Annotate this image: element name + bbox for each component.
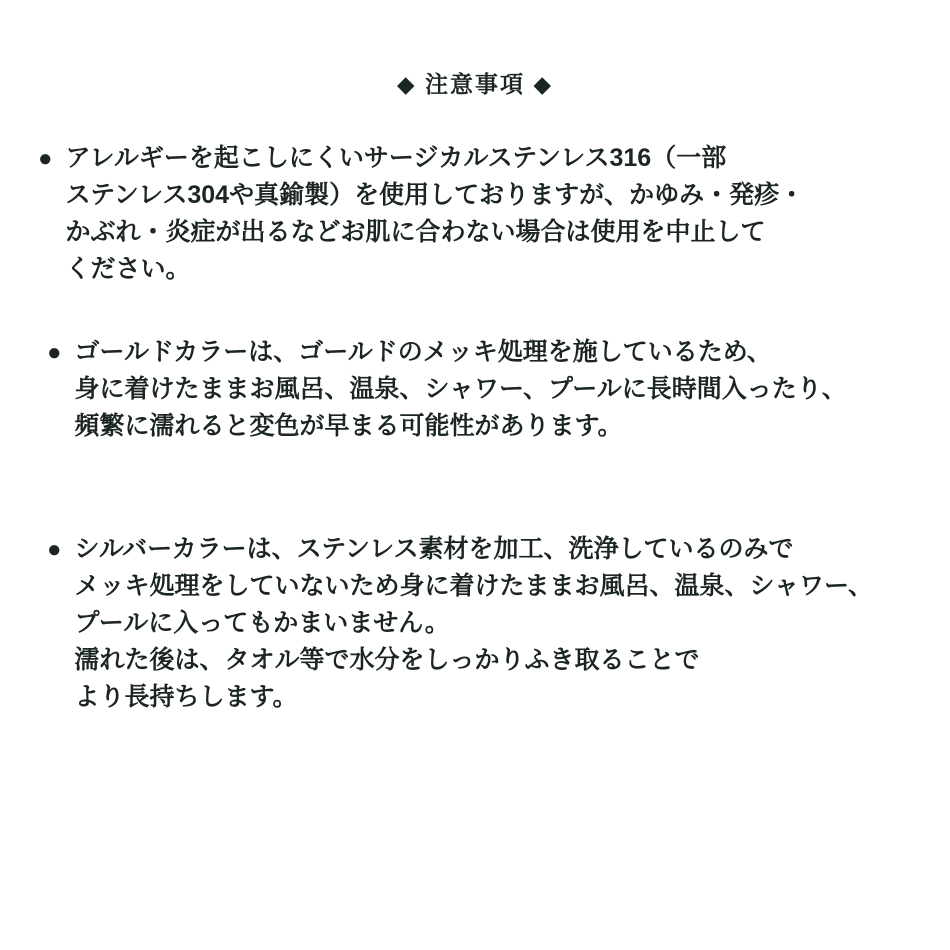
- notice-line: 頻繁に濡れると変色が早まる可能性があります。: [74, 412, 623, 440]
- notice-silver-color-text: [75, 531, 874, 716]
- notice-line: メッキ処理をしていないため身に着けたままお風呂、温泉、シャワー、: [74, 572, 874, 600]
- notice-gold-color-text: [75, 334, 847, 445]
- notice-line: ステンレス304や真鍮製）を使用しておりますが、かゆみ・発疹・: [65, 181, 805, 209]
- notice-allergy: [38, 140, 804, 288]
- notice-line: シルバーカラーは、ステンレス素材を加工、洗浄しているのみで: [74, 535, 794, 563]
- bullet-icon: ●: [47, 536, 62, 563]
- notice-line: プールに入ってもかまいません。: [74, 609, 450, 637]
- page-title: ◆ 注意事項 ◆: [396, 71, 554, 97]
- notice-silver-color: [47, 531, 873, 716]
- notice-line: ください。: [65, 255, 191, 283]
- notice-line: 濡れた後は、タオル等で水分をしっかりふき取ることで: [74, 646, 700, 674]
- notice-line: かぶれ・炎症が出るなどお肌に合わない場合は使用を中止して: [65, 218, 766, 246]
- notice-line: ゴールドカラーは、ゴールドのメッキ処理を施しているため、: [74, 338, 772, 366]
- notice-gold-color: [47, 334, 847, 445]
- notice-line: より長持ちします。: [74, 683, 298, 711]
- notice-line: 身に着けたままお風呂、温泉、シャワー、プールに長時間入ったり、: [74, 375, 847, 403]
- bullet-icon: ●: [38, 145, 53, 172]
- notice-line: アレルギーを起こしにくいサージカルステンレス316（一部: [65, 144, 727, 172]
- bullet-icon: ●: [47, 339, 62, 366]
- notice-allergy-text: [66, 140, 805, 288]
